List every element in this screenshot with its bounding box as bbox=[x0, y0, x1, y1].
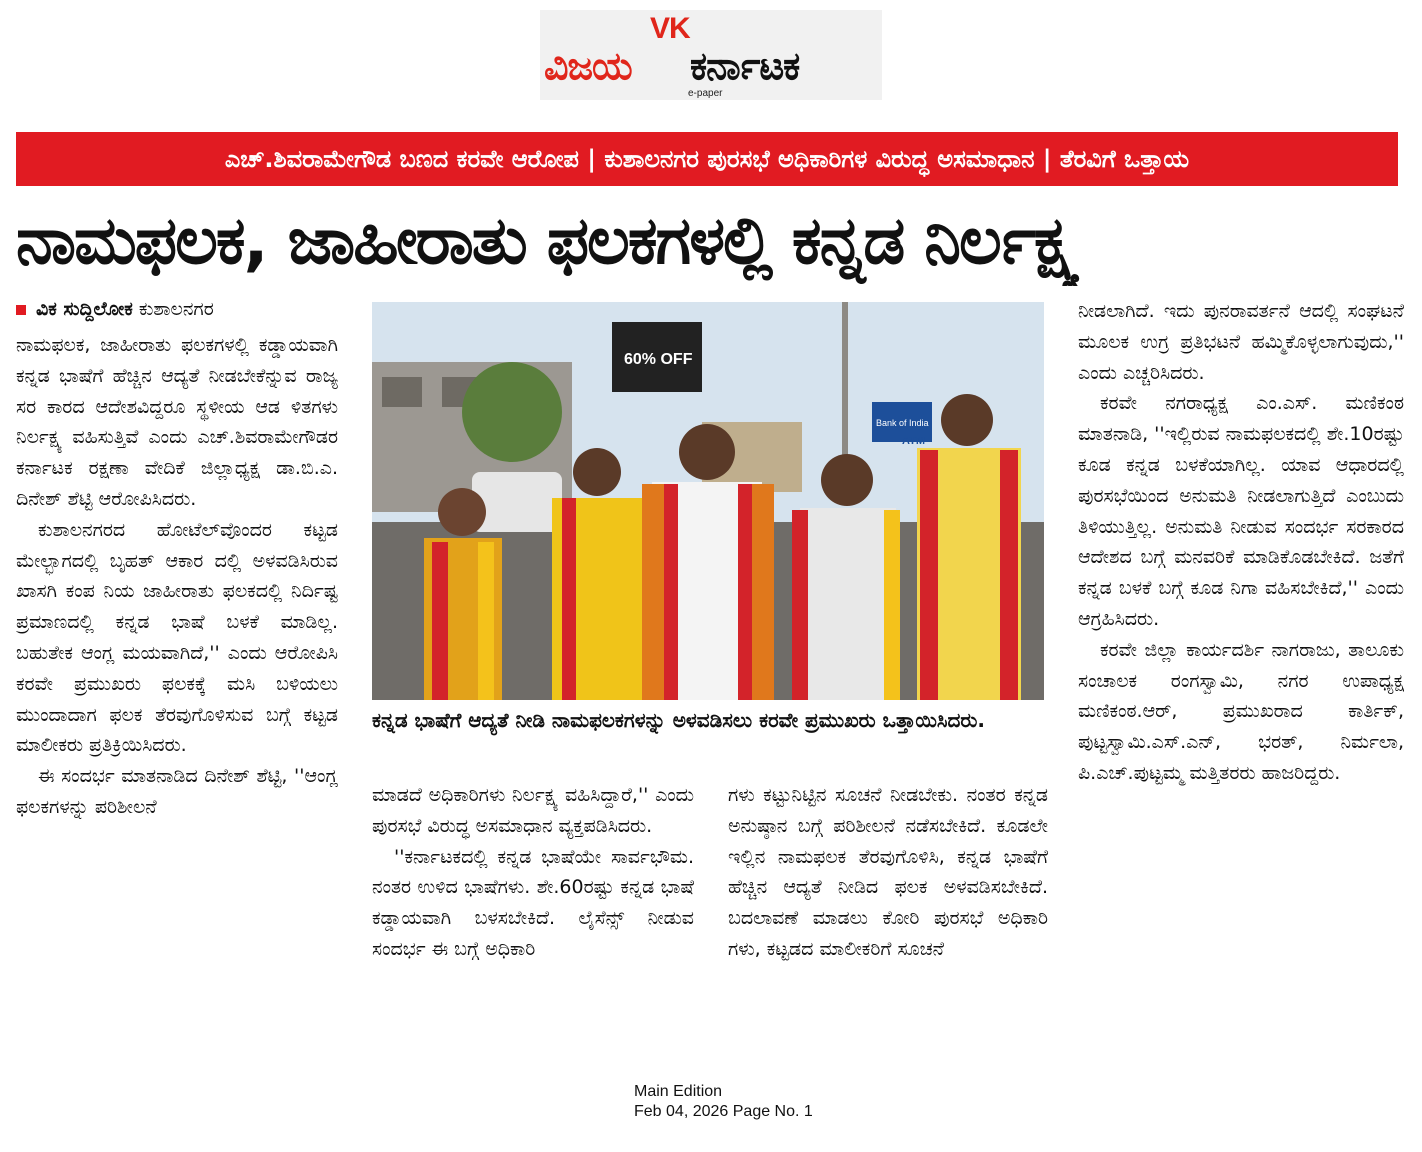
article-photo bbox=[372, 302, 1044, 700]
paragraph: ಮಾಡದೆ ಅಧಿಕಾರಿಗಳು ನಿರ್ಲಕ್ಷ್ಯ ವಹಿಸಿದ್ದಾರೆ,'' ಎಂದು ಪುರಸಭೆ ವಿರುದ್ಧ ಅಸಮಾಧಾನ ವ್ಯಕ್ತಪಡಿಸಿದರು. bbox=[372, 784, 694, 837]
article-column-3 bbox=[728, 780, 1048, 965]
byline-bullet-icon bbox=[16, 305, 26, 315]
edition-label: Main Edition bbox=[634, 1083, 723, 1100]
protest-photo-illustration bbox=[372, 302, 1044, 700]
article-column-4 bbox=[1078, 296, 1404, 789]
article-headline: ನಾಮಫಲಕ, ಜಾಹೀರಾತು ಫಲಕಗಳಲ್ಲಿ ಕನ್ನಡ ನಿರ್ಲಕ್ಷ್ಯ bbox=[16, 202, 1080, 279]
paragraph: ನೀಡಲಾಗಿದೆ. ಇದು ಪುನರಾವರ್ತನೆ ಆದಲ್ಲಿ ಸಂಘಟನೆ ಮೂಲಕ ಉಗ್ರ ಪ್ರತಿಭಟನೆ ಹಮ್ಮಿಕೊಳ್ಳಲಾಗುವುದು,'' ಎಂದು ಎಚ್ಚರಿಸಿದರು. bbox=[1078, 300, 1404, 384]
masthead bbox=[540, 10, 882, 100]
byline-source: ವಿಕ ಸುದ್ದಿಲೋಕ bbox=[36, 298, 133, 320]
paragraph: ಈ ಸಂದರ್ಭ ಮಾತನಾಡಿದ ದಿನೇಶ್ ಶೆಟ್ಟಿ, ''ಆಂಗ್ಲ ಫಲಕಗಳನ್ನು ಪರಿಶೀಲನೆ bbox=[16, 765, 338, 818]
byline-place: ಕುಶಾಲನಗರ bbox=[138, 298, 214, 320]
paragraph: ''ಕರ್ನಾಟಕದಲ್ಲಿ ಕನ್ನಡ ಭಾಷೆಯೇ ಸಾರ್ವಭೌಮ. ನಂತರ ಉಳಿದ ಭಾಷೆಗಳು. ಶೇ.60ರಷ್ಟು ಕನ್ನಡ ಭಾಷೆ ಕಡ್ಡಾಯವಾಗಿ ಬಳಸಬೇಕಿದೆ. ಲೈಸೆನ್ಸ್ ನೀಡುವ ಸಂದರ್ಭ ಈ ಬಗ್ಗೆ ಅಧಿಕಾರಿ bbox=[372, 845, 694, 960]
article-kicker: ಎಚ್.ಶಿವರಾಮೇಗೌಡ ಬಣದ ಕರವೇ ಆರೋಪ | ಕುಶಾಲನಗರ ಪುರಸಭೆ ಅಧಿಕಾರಿಗಳ ವಿರುದ್ಧ ಅಸಮಾಧಾನ | ತೆರವಿಗೆ ಒತ್ತಾಯ bbox=[16, 132, 1398, 186]
paragraph: ಕರವೇ ಜಿಲ್ಲಾ ಕಾರ್ಯದರ್ಶಿ ನಾಗರಾಜು, ತಾಲೂಕು ಸಂಚಾಲಕ ರಂಗಸ್ವಾಮಿ, ನಗರ ಉಪಾಧ್ಯಕ್ಷ ಮಣಿಕಂಠ.ಆರ್, ಪ್ರಮುಖರಾದ ಕಾರ್ತಿಕ್, ಪುಟ್ಟಸ್ವಾಮಿ.ಎಸ್.ಎನ್, ಭರತ್, ನಿರ್ಮಲಾ, ಪಿ.ಎಚ್.ಪುಟ್ಟಮ್ಮ ಮತ್ತಿತರರು ಹಾಜರಿದ್ದರು. bbox=[1078, 638, 1404, 784]
brand-name-right: ಕರ್ನಾಟಕ bbox=[690, 44, 800, 88]
paragraph: ಗಳು ಕಟ್ಟುನಿಟ್ಟಿನ ಸೂಚನೆ ನೀಡಬೇಕು. ನಂತರ ಕನ್ನಡ ಅನುಷ್ಠಾನ ಬಗ್ಗೆ ಪರಿಶೀಲನೆ ನಡೆಸಬೇಕಿದೆ. ಕೂಡಲೇ ಇಲ್ಲಿನ ನಾಮಫಲಕ ತೆರವುಗೊಳಿಸಿ, ಕನ್ನಡ ಭಾಷೆಗೆ ಹೆಚ್ಚಿನ ಆದ್ಯತೆ ನೀಡಿದ ಫಲಕ ಅಳವಡಿಸಬೇಕಿದೆ. ಬದಲಾವಣೆ ಮಾಡಲು ಕೋರಿ ಪುರಸಭೆ ಅಧಿಕಾರಿ ಗಳು, ಕಟ್ಟಡದ ಮಾಲೀಕರಿಗೆ ಸೂಚನೆ bbox=[728, 784, 1048, 960]
brand-name-left: ವಿಜಯ bbox=[544, 44, 632, 88]
article-column-2 bbox=[372, 780, 694, 965]
bank-sign-text: Bank of India bbox=[876, 418, 929, 428]
masthead-tagline: e-paper bbox=[688, 88, 723, 99]
paragraph: ಕುಶಾಲನಗರದ ಹೋಟೆಲ್‌ವೊಂದರ ಕಟ್ಟಡ ಮೇಲ್ಭಾಗದಲ್ಲಿ ಬೃಹತ್ ಆಕಾರ ದಲ್ಲಿ ಅಳವಡಿಸಿರುವ ಖಾಸಗಿ ಕಂಪ ನಿಯ ಜಾಹೀರಾತು ಫಲಕದಲ್ಲಿ ನಿರ್ದಿಷ್ಟ ಪ್ರಮಾಣದಲ್ಲಿ ಕನ್ನಡ ಭಾಷೆ ಬಳಕೆ ಮಾಡಿಲ್ಲ. ಬಹುತೇಕ ಆಂಗ್ಲ ಮಯವಾಗಿದೆ,'' ಎಂದು ಆರೋಪಿಸಿ ಕರವೇ ಪ್ರಮುಖರು ಫಲಕಕ್ಕೆ ಮಸಿ ಬಳಿಯಲು ಮುಂದಾದಾಗ ಫಲಕ ತೆರವುಗೊಳಿಸುವ ಬಗ್ಗೆ ಕಟ್ಟಡ ಮಾಲೀಕರು ಪ್ರತಿಕ್ರಿಯಿಸಿದರು. bbox=[16, 518, 338, 757]
paragraph: ನಾಮಫಲಕ, ಜಾಹೀರಾತು ಫಲಕಗಳಲ್ಲಿ ಕಡ್ಡಾಯವಾಗಿ ಕನ್ನಡ ಭಾಷೆಗೆ ಹೆಚ್ಚಿನ ಆದ್ಯತೆ ನೀಡಬೇಕೆನ್ನುವ ರಾಜ್ಯ ಸರ ಕಾರದ ಆದೇಶವಿದ್ದರೂ ಸ್ಥಳೀಯ ಆಡ ಳಿತಗಳು ನಿರ್ಲಕ್ಷ್ಯ ವಹಿಸುತ್ತಿವೆ ಎಂದು ಎಚ್.ಶಿವರಾಮೇಗೌಡರ ಕರ್ನಾಟಕ ರಕ್ಷಣಾ ವೇದಿಕೆ ಜಿಲ್ಲಾಧ್ಯಕ್ಷ ಡಾ.ಬಿ.ಎ. ದಿನೇಶ್ ಶೆಟ್ಟಿ ಆರೋಪಿಸಿದರು. bbox=[16, 334, 338, 510]
article-column-1 bbox=[16, 330, 338, 823]
photo-caption: ಕನ್ನಡ ಭಾಷೆಗೆ ಆದ್ಯತೆ ನೀಡಿ ನಾಮಫಲಕಗಳನ್ನು ಅಳವಡಿಸಲು ಕರವೇ ಪ್ರಮುಖರು ಒತ್ತಾಯಿಸಿದರು. bbox=[372, 708, 985, 732]
byline bbox=[16, 296, 214, 322]
billboard-text: 60% OFF bbox=[624, 351, 693, 368]
date-page-label: Feb 04, 2026 Page No. 1 bbox=[634, 1103, 813, 1120]
paragraph: ಕರವೇ ನಗರಾಧ್ಯಕ್ಷ ಎಂ.ಎಸ್. ಮಣಿಕಂಠ ಮಾತನಾಡಿ, ''ಇಲ್ಲಿರುವ ನಾಮಫಲಕದಲ್ಲಿ ಶೇ.10ರಷ್ಟು ಕೂಡ ಕನ್ನಡ ಬಳಕೆಯಾಗಿಲ್ಲ. ಯಾವ ಆಧಾರದಲ್ಲಿ ಪುರಸಭೆಯಿಂದ ಅನುಮತಿ ನೀಡಲಾಗುತ್ತಿದೆ ಎಂಬುದು ತಿಳಿಯುತ್ತಿಲ್ಲ. ಅನುಮತಿ ನೀಡುವ ಸಂದರ್ಭ ಸರಕಾರದ ಆದೇಶದ ಬಗ್ಗೆ ಮನವರಿಕೆ ಮಾಡಿಕೊಡಬೇಕಿದೆ. ಜತೆಗೆ ಕನ್ನಡ ಬಳಕೆ ಬಗ್ಗೆ ಕೂಡ ನಿಗಾ ವಹಿಸಬೇಕಿದೆ,'' ಎಂದು ಆಗ್ರಹಿಸಿದರು. bbox=[1078, 392, 1404, 630]
page-footer bbox=[634, 1082, 813, 1122]
vk-logo: VK bbox=[650, 12, 690, 45]
atm-sign-text: ATM bbox=[902, 435, 926, 447]
